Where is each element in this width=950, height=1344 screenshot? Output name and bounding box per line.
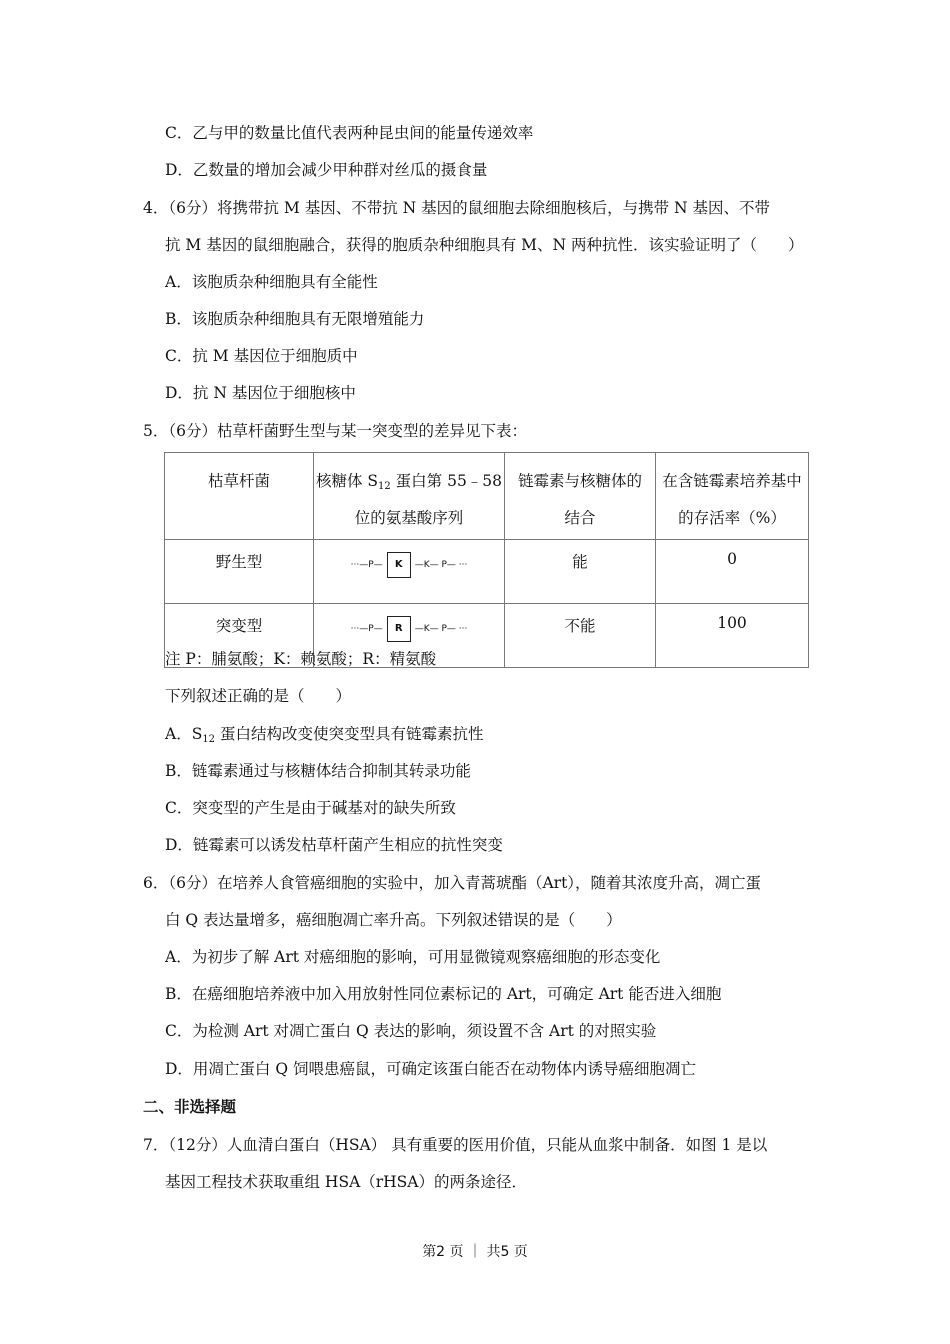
q3-option-d: D．乙数量的增加会减少甲种群对丝瓜的摄食量 [165,161,488,179]
row-wild-rate: 0 [656,540,809,604]
q7-stem-line1: 7．（12分）人血清白蛋白（HSA） 具有重要的医用价值，只能从血浆中制备．如图 1 是以 [143,1136,768,1154]
section-heading: 二、非选择题 [143,1097,237,1116]
header-sequence-pre: 核糖体 S [315,472,378,490]
header-sequence-line2: 位的氨基酸序列 [354,509,464,527]
row-wild-sequence [314,540,505,604]
q6-stem-line2: 白 Q 表达量增多，癌细胞凋亡率升高。下列叙述错误的是（ ） [165,911,622,929]
q6-option-b: B．在癌细胞培养液中加入用放射性同位素标记的 Art，可确定 Art 能否进入细胞 [165,985,722,1003]
row-mutant-name: 突变型 [165,604,314,668]
q4-option-b: B．该胞质杂种细胞具有无限增殖能力 [165,310,425,328]
row-wild-name: 野生型 [165,540,314,604]
q4-stem-line1: 4．（6分）将携带抗 M 基因、不带抗 N 基因的鼠细胞去除细胞核后，与携带 N 基因、不带 [143,199,771,217]
seq-post: —K— P— ··· [414,624,468,634]
q5-option-a-sub: 12 [202,734,216,745]
row-mutant-rate: 100 [656,604,809,668]
q5-ask: 下列叙述正确的是（ ） [165,687,352,705]
q7-stem-line2: 基因工程技术获取重组 HSA（rHSA）的两条途径． [165,1173,527,1191]
seq-pre: ···—P— [350,560,383,570]
header-binding-line1: 链霉素与核糖体的 [517,472,642,490]
header-survival [656,453,809,540]
q6-option-a: A．为初步了解 Art 对癌细胞的影响，可用显微镜观察癌细胞的形态变化 [165,948,661,966]
q6-option-d: D．用凋亡蛋白 Q 饲喂患癌鼠，可确定该蛋白能否在动物体内诱导癌细胞凋亡 [165,1060,696,1078]
seq-box: R [387,616,411,642]
q4-stem-line2: 抗 M 基因的鼠细胞融合，获得的胞质杂种细胞具有 M、N 两种抗性．该实验证明了（ ） [165,236,804,254]
header-bacterium [165,453,314,540]
seq-pre: ···—P— [350,624,383,634]
q5-option-a-post: 蛋白结构改变使突变型具有链霉素抗性 [215,725,484,743]
q5-option-b: B．链霉素通过与核糖体结合抑制其转录功能 [165,762,471,780]
q4-option-a: A．该胞质杂种细胞具有全能性 [165,273,378,291]
table-row [165,540,809,604]
q3-option-c: C．乙与甲的数量比值代表两种昆虫间的能量传递效率 [165,124,534,142]
row-mutant-binding: 不能 [505,604,656,668]
seq-post: —K— P— ··· [414,560,468,570]
q4-option-d: D．抗 N 基因位于细胞核中 [165,384,356,402]
q5-option-d: D．链霉素可以诱发枯草杆菌产生相应的抗性突变 [165,836,503,854]
header-binding [505,453,656,540]
header-sequence-post: 蛋白第 55﹣58 [390,472,503,490]
header-bacterium-text: 枯草杆菌 [207,472,270,490]
q6-option-c: C．为检测 Art 对凋亡蛋白 Q 表达的影响，须设置不含 Art 的对照实验 [165,1022,657,1040]
page-footer: 第2 页 ｜ 共5 页 [422,1244,528,1260]
q5-note: 注 P：脯氨酸；K：赖氨酸；R：精氨酸 [165,650,437,668]
q5-option-c: C．突变型的产生是由于碱基对的缺失所致 [165,799,456,817]
q6-stem-line1: 6．（6分）在培养人食管癌细胞的实验中，加入青蒿琥酯（Art），随着其浓度升高，凋亡蛋 [143,874,762,892]
header-survival-line1: 在含链霉素培养基中 [662,472,802,490]
q5-table [164,452,809,668]
header-sequence-sub: 12 [378,481,391,492]
header-binding-line2: 结合 [564,509,596,527]
q5-option-a-pre: A．S [165,725,203,743]
row-wild-binding: 能 [505,540,656,604]
q5-option-a [165,723,483,745]
header-sequence [314,453,505,540]
header-survival-line2: 的存活率（%） [678,509,786,527]
q5-stem: 5．（6分）枯草杆菌野生型与某一突变型的差异见下表： [143,422,527,440]
seq-box: K [387,552,411,578]
q4-option-c: C．抗 M 基因位于细胞质中 [165,347,358,365]
